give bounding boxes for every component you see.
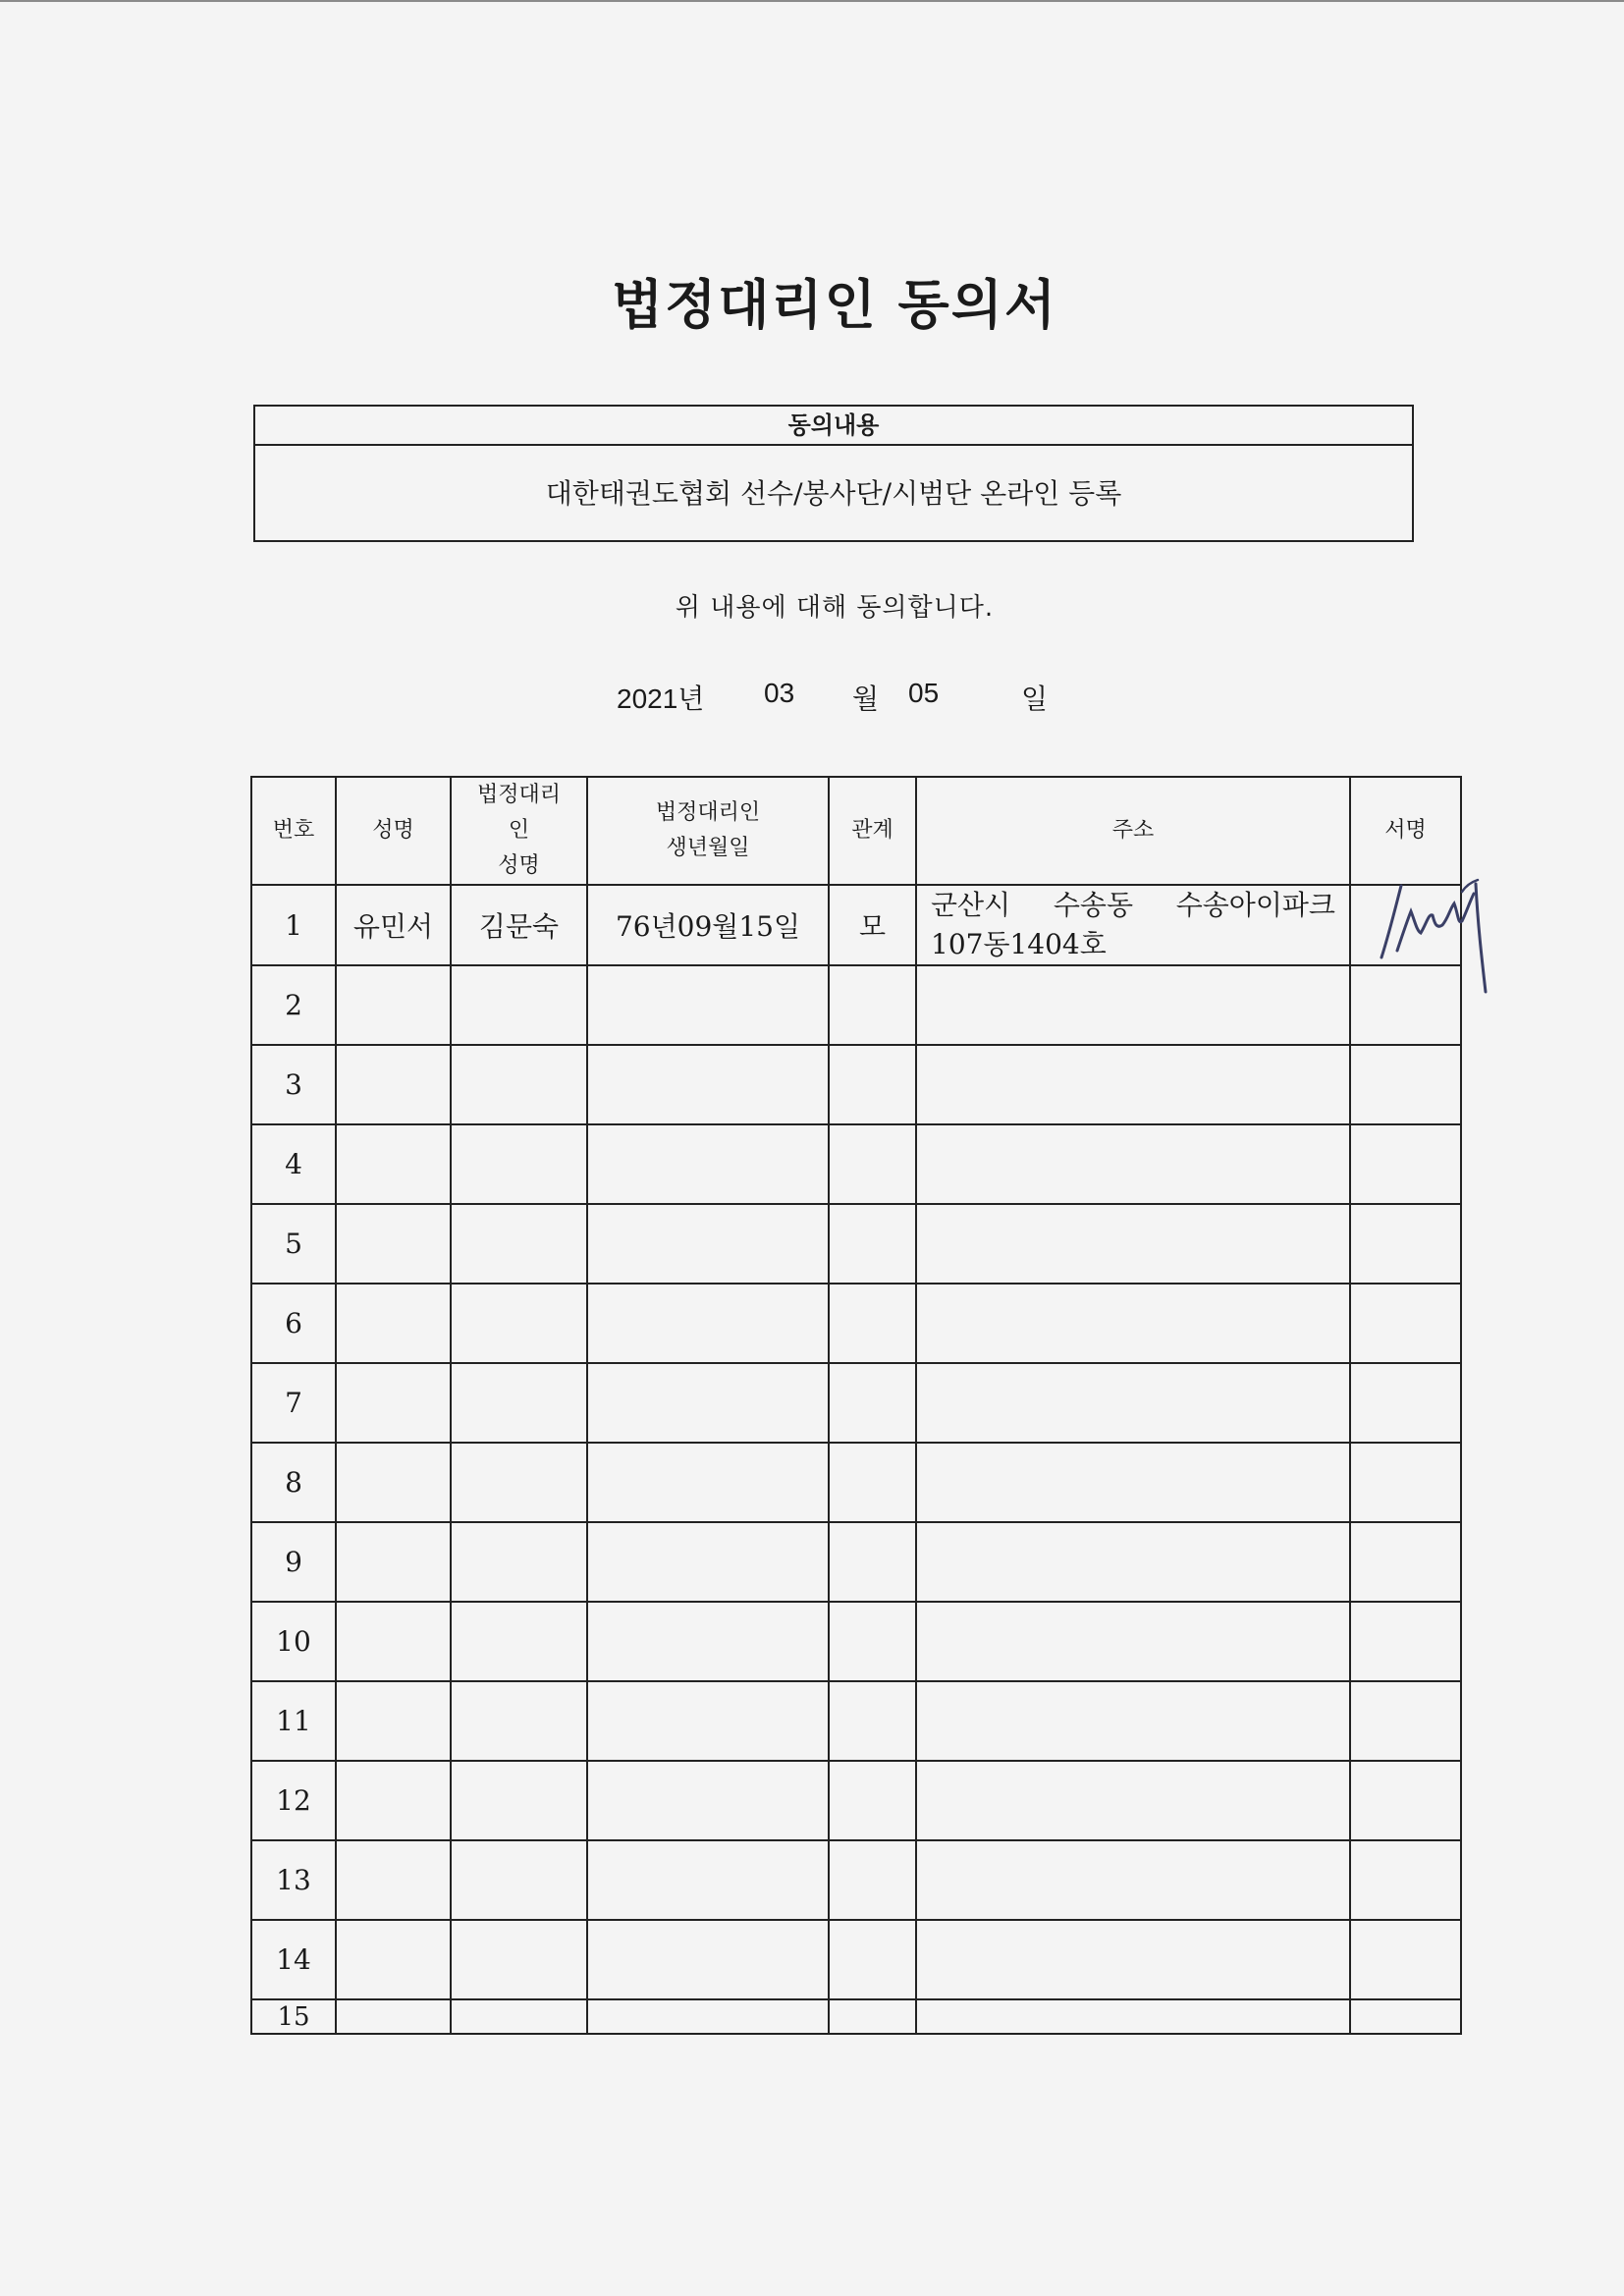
row-name [336, 1284, 451, 1363]
row-guardian-name [451, 1999, 587, 2034]
row-name [336, 1204, 451, 1284]
row-name [336, 1443, 451, 1522]
row-relation [829, 1761, 916, 1840]
header-guardian-birth [587, 777, 829, 885]
header-guardian-name-line1: 법정대리 [476, 783, 561, 807]
row-guardian-birth [587, 1045, 829, 1124]
row-number: 15 [251, 1999, 336, 2034]
row-number: 9 [251, 1522, 336, 1602]
row-name [336, 1602, 451, 1681]
row-name [336, 1522, 451, 1602]
row-guardian-name [451, 1920, 587, 1999]
row-guardian-name [451, 1602, 587, 1681]
row-address [916, 1443, 1350, 1522]
row-address [916, 1840, 1350, 1920]
row-signature [1350, 1761, 1461, 1840]
date-year: 2021년 [617, 683, 705, 714]
table-header-row [251, 777, 1461, 885]
row-guardian-birth [587, 1761, 829, 1840]
header-number: 번호 [251, 777, 336, 885]
row-address [916, 1920, 1350, 1999]
row-number: 8 [251, 1443, 336, 1522]
row-address [916, 1681, 1350, 1761]
row-guardian-name [451, 1363, 587, 1443]
row-signature [1350, 1045, 1461, 1124]
header-name: 성명 [336, 777, 451, 885]
row-number: 12 [251, 1761, 336, 1840]
row-signature [1350, 1999, 1461, 2034]
row-signature [1350, 1124, 1461, 1204]
row-guardian-birth [587, 1204, 829, 1284]
table-row [251, 1443, 1461, 1522]
row-guardian-name [451, 1443, 587, 1522]
header-guardian-birth-line1: 법정대리인 [655, 800, 761, 825]
row-guardian-name [451, 965, 587, 1045]
row-address [916, 965, 1350, 1045]
row-number: 14 [251, 1920, 336, 1999]
row-guardian-name [451, 1045, 587, 1124]
row-address-line1 [931, 886, 1349, 925]
row-signature [1350, 1204, 1461, 1284]
handwritten-signature [1360, 864, 1507, 1002]
row-address [916, 1999, 1350, 2034]
row-relation [829, 965, 916, 1045]
row-name [336, 1920, 451, 1999]
row-address [916, 1761, 1350, 1840]
header-relation: 관계 [829, 777, 916, 885]
row-number: 11 [251, 1681, 336, 1761]
row-signature [1350, 1920, 1461, 1999]
row-name [336, 1681, 451, 1761]
table-row [251, 1999, 1461, 2034]
row-name [336, 1840, 451, 1920]
row-guardian-birth [587, 1363, 829, 1443]
row-relation [829, 1045, 916, 1124]
row-signature [1350, 1602, 1461, 1681]
table-row [251, 1045, 1461, 1124]
date-day-value: 05 [908, 678, 940, 708]
row-guardian-birth [587, 1840, 829, 1920]
table-row [251, 965, 1461, 1045]
row-address [916, 1204, 1350, 1284]
table-row [251, 1284, 1461, 1363]
row-guardian-name [451, 1124, 587, 1204]
row-signature [1350, 1522, 1461, 1602]
row-relation: 모 [829, 885, 916, 965]
date-month-label: 월 [852, 683, 880, 714]
row-guardian-name [451, 1840, 587, 1920]
row-address [916, 1602, 1350, 1681]
row-signature [1350, 1840, 1461, 1920]
row-relation [829, 1522, 916, 1602]
table-row [251, 1363, 1461, 1443]
row-guardian-birth [587, 1920, 829, 1999]
row-guardian-birth [587, 1999, 829, 2034]
date-day-label: 일 [1021, 683, 1049, 714]
row-guardian-birth [587, 1284, 829, 1363]
row-address-apartment: 수송아이파크 [1175, 889, 1335, 921]
table-row [251, 1681, 1461, 1761]
table-row [251, 1602, 1461, 1681]
row-name [336, 965, 451, 1045]
table-row [251, 885, 1461, 965]
row-guardian-name [451, 1681, 587, 1761]
row-number: 1 [251, 885, 336, 965]
row-name [336, 1363, 451, 1443]
row-guardian-name [451, 1522, 587, 1602]
header-signature: 서명 [1350, 777, 1461, 885]
row-name [336, 1999, 451, 2034]
row-number: 10 [251, 1602, 336, 1681]
row-relation [829, 1920, 916, 1999]
consent-box [253, 405, 1414, 542]
row-signature [1350, 1681, 1461, 1761]
row-signature [1350, 1443, 1461, 1522]
table-row [251, 1204, 1461, 1284]
row-guardian-name: 김문숙 [451, 885, 587, 965]
row-relation [829, 1443, 916, 1522]
row-signature [1350, 1284, 1461, 1363]
row-guardian-birth [587, 1522, 829, 1602]
row-address-city: 군산시 [931, 889, 1011, 921]
consent-box-header: 동의내용 [255, 407, 1412, 446]
table-row [251, 1761, 1461, 1840]
header-guardian-name [451, 777, 587, 885]
row-guardian-birth: 76년09월15일 [587, 885, 829, 965]
row-name [336, 1045, 451, 1124]
row-number: 6 [251, 1284, 336, 1363]
row-number: 7 [251, 1363, 336, 1443]
row-relation [829, 1124, 916, 1204]
row-signature [1350, 1363, 1461, 1443]
row-guardian-birth [587, 1602, 829, 1681]
row-guardian-birth [587, 1124, 829, 1204]
row-name [336, 1761, 451, 1840]
date-month-value: 03 [764, 678, 795, 708]
row-address [916, 1363, 1350, 1443]
top-scan-edge [0, 0, 1624, 2]
row-guardian-birth [587, 965, 829, 1045]
row-address [916, 1284, 1350, 1363]
document-title: 법정대리인 동의서 [611, 274, 1058, 336]
row-address [916, 1045, 1350, 1124]
row-relation [829, 1681, 916, 1761]
row-name [336, 1124, 451, 1204]
consent-signature-table [250, 776, 1462, 2035]
consent-box-content: 대한태권도협회 선수/봉사단/시범단 온라인 등록 [545, 477, 1122, 510]
row-relation [829, 1363, 916, 1443]
row-address [916, 1522, 1350, 1602]
table-row [251, 1840, 1461, 1920]
row-relation [829, 1999, 916, 2034]
table-row [251, 1124, 1461, 1204]
table-row [251, 1920, 1461, 1999]
header-guardian-name-line3: 성명 [498, 853, 540, 878]
row-guardian-name [451, 1284, 587, 1363]
row-relation [829, 1840, 916, 1920]
row-relation [829, 1602, 916, 1681]
row-name: 유민서 [336, 885, 451, 965]
row-number: 4 [251, 1124, 336, 1204]
row-address-dong: 수송동 [1053, 889, 1133, 921]
row-number: 3 [251, 1045, 336, 1124]
row-relation [829, 1284, 916, 1363]
row-address [916, 1124, 1350, 1204]
row-address [916, 885, 1350, 965]
table-row [251, 1522, 1461, 1602]
row-number: 13 [251, 1840, 336, 1920]
header-address: 주소 [916, 777, 1350, 885]
row-guardian-name [451, 1761, 587, 1840]
row-guardian-birth [587, 1681, 829, 1761]
row-relation [829, 1204, 916, 1284]
row-guardian-birth [587, 1443, 829, 1522]
header-guardian-name-line2: 인 [508, 818, 530, 843]
agreement-statement: 위 내용에 대해 동의합니다. [675, 593, 995, 623]
row-address-line2: 107동1404호 [931, 928, 1107, 960]
row-number: 2 [251, 965, 336, 1045]
row-number: 5 [251, 1204, 336, 1284]
row-guardian-name [451, 1204, 587, 1284]
header-guardian-birth-line2: 생년월일 [666, 836, 750, 860]
